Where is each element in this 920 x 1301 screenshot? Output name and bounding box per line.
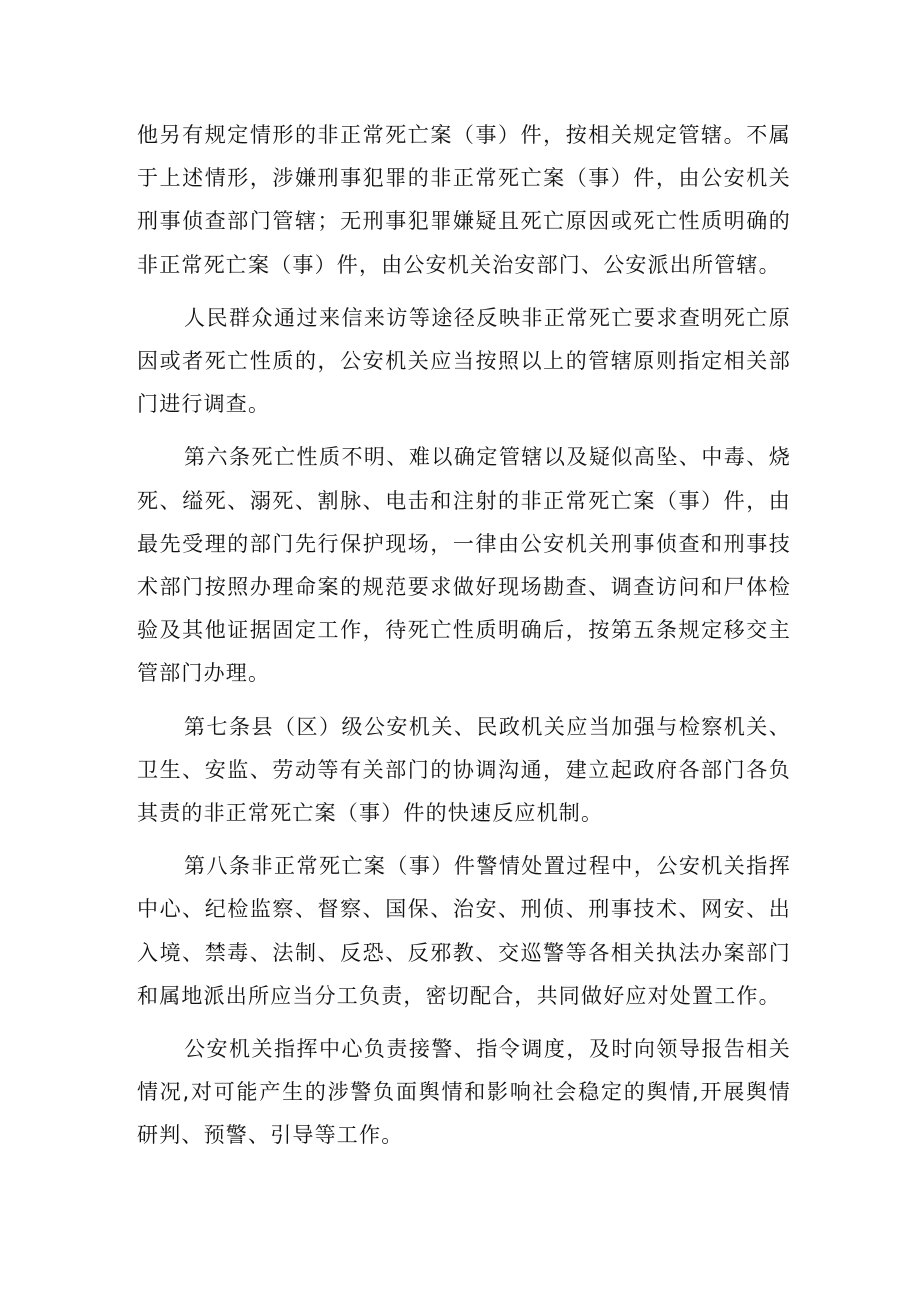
paragraph-1: 他另有规定情形的非正常死亡案（事）件，按相关规定管辖。不属于上述情形，涉嫌刑事犯罪的非正常死亡案（事）件，由公安机关刑事侦查部门管辖；无刑事犯罪嫌疑且死亡原因或死亡性质明确的非正常死亡案（事）件，由公安机关治安部门、公安派出所管辖。 <box>137 123 791 277</box>
paragraph-article-8: 第八条非正常死亡案（事）件警情处置过程中，公安机关指挥中心、纪检监察、督察、国保、治安、刑侦、刑事技术、网安、出入境、禁毒、法制、反恐、反邪教、交巡警等各相关执法办案部门和属地派出所应当分工负责，密切配合，共同做好应对处置工作。 <box>137 854 791 1008</box>
document-body <box>137 114 791 1168</box>
paragraph-article-6: 第六条死亡性质不明、难以确定管辖以及疑似高坠、中毒、烧死、缢死、溺死、割脉、电击和注射的非正常死亡案（事）件，由最先受理的部门先行保护现场，一律由公安机关刑事侦查和刑事技术部门按照办理命案的规范要求做好现场勘查、调查访问和尸体检验及其他证据固定工作，待死亡性质明确后，按第五条规定移交主管部门办理。 <box>137 445 791 686</box>
paragraph-article-7: 第七条县（区）级公安机关、民政机关应当加强与检察机关、卫生、安监、劳动等有关部门的协调沟通，建立起政府各部门各负其责的非正常死亡案（事）件的快速反应机制。 <box>137 714 791 826</box>
paragraph-command-center: 公安机关指挥中心负责接警、指令调度，及时向领导报告相关情况,对可能产生的涉警负面舆情和影响社会稳定的舆情,开展舆情研判、预警、引导等工作。 <box>137 1037 791 1148</box>
paragraph-2: 人民群众通过来信来访等途径反映非正常死亡要求查明死亡原因或者死亡性质的，公安机关应当按照以上的管辖原则指定相关部门进行调查。 <box>137 305 791 417</box>
